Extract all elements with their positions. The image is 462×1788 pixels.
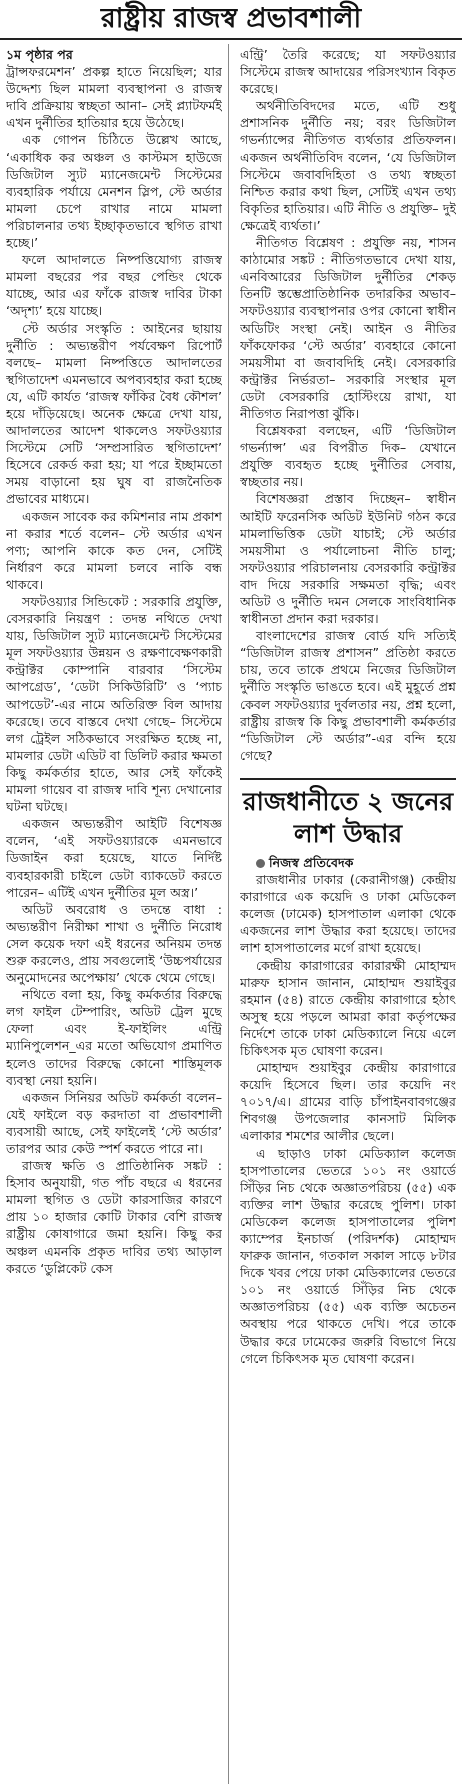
article-paragraph: ট্রান্সফরমেশন’ প্রকল্প হাতে নিয়েছিল; যার উদ্দেশ্য ছিল মামলা ব্যবস্থাপনা ও রাজস্ব দাবি প্রক্রিয়ায় স্বচ্ছতা আনা– সেই প্ল্যাটফর্মই এখন দুর্নীতির হাতিয়ার হয়ে উঠেছে।	[6, 64, 222, 131]
article-paragraph: নথিতে বলা হয়, কিছু কর্মকর্তার বিরুদ্ধে লগ ফাইল টেম্পারিং, অডিট ট্রেল মুছে ফেলা এবং ই-ফাইলিং এন্ট্রি ম্যানিপুলেশন_এর মতো অভিযোগ প্রমাণিত হলেও তাদের বিরুদ্ধে কোনো শাস্তিমূলক ব্যবস্থা নেয়া হয়নি।	[6, 987, 222, 1088]
headline: রাষ্ট্রীয় রাজস্ব প্রভাবশালী	[0, 0, 462, 40]
byline-text: নিজস্ব প্রতিবেদক	[269, 854, 354, 870]
continued-label: ১ম পৃষ্ঠার পর	[6, 47, 73, 62]
article-paragraph: বিশ্লেষকরা বলছেন, এটি ‘ডিজিটাল গভর্ন্যান্স’ এর বিপরীত দিক– যেখানে প্রযুক্তি ব্যবহৃত হচ্ছে দুর্নীতির সেবায়, স্বচ্ছতার নয়।	[240, 423, 456, 490]
article-paragraph: বিশেষজ্ঞরা প্রস্তাব দিচ্ছেন– স্বাধীন আইটি ফরেনসিক অডিট ইউনিট গঠন করে মামলাভিত্তিক ডেটা যাচাই; স্টে অর্ডার সময়সীমা ও পর্যালোচনা নীতি চালু; সফটওয়্যার পরিচালনায় বেসরকারি কন্ট্রাক্টর বাদ দিয়ে সরকারি সক্ষমতা বৃদ্ধি; এবং অডিট ও দুর্নীতি দমন সেলকে সাংবিধানিক স্বাধীনতা প্রদান করা দরকার।	[240, 491, 456, 627]
article-paragraph: এ ছাড়াও ঢাকা মেডিক্যাল কলেজ হাসপাতালের ভেতরে ১০১ নং ওয়ার্ডে সিঁড়ির নিচ থেকে অজ্ঞাতপরিচয় (৫৫) এক ব্যক্তির লাশ উদ্ধার করেছে পুলিশ। ঢাকা মেডিকেল কলেজ হাসপাতালের পুলিশ ক্যাম্পের ইনচার্জ (পরিদর্শক) মোহাম্মদ ফারুক জানান, গতকাল সকাল সাড়ে ৮টার দিকে খবর পেয়ে ঢাকা মেডিক্যালের ভেতরে ১০১ নং ওয়ার্ডে সিঁড়ির নিচ থেকে অজ্ঞাতপরিচয় (৫৫) এক ব্যক্তি অচেতন অবস্থায় পরে থাকতে দেখি। পরে তাকে উদ্ধার করে ঢামেকের জরুরি বিভাগে নিয়ে গেলে চিকিৎসক মৃত ঘোষণা করেন।	[240, 1145, 456, 1366]
article-paragraph: সফটওয়্যার সিন্ডিকেট : সরকারি প্রযুক্তি, বেসরকারি নিয়ন্ত্রণ : তদন্ত নথিতে দেখা যায়, ডিজিটাল স্যুট ম্যানেজমেন্ট সিস্টেমের মূল সফটওয়্যার উন্নয়ন ও রক্ষণাবেক্ষণকারী কন্ট্রাক্টর কোম্পানি বারবার ‘সিস্টেম আপগ্রেড’, ‘ডেটা সিকিউরিটি’ ও ‘প্যাচ আপডেট’-এর নামে অতিরিক্ত বিল আদায় করেছে। তবে বাস্তবে দেখা গেছে– সিস্টেমে লগ ট্রেইল সঠিকভাবে সংরক্ষিত হচ্ছে না, মামলার ডেটা এডিট বা ডিলিট করার ক্ষমতা কিছু কর্মকর্তার হাতে, আর সেই ফাঁকেই মামলা গায়েব বা রাজস্ব দাবি শূন্য দেখানোর ঘটনা ঘটছে।	[6, 594, 222, 815]
article-paragraph: নীতিগত বিশ্লেষণ : প্রযুক্তি নয়, শাসন কাঠামোর সঙ্কট : নীতিগতভাবে দেখা যায়, এনবিআরের ডিজিটাল দুর্নীতির শেকড় তিনটি স্তম্ভেপ্রাতিষ্ঠানিক তদারকির অভাব– সফটওয়্যার ব্যবস্থাপনার ওপর কোনো স্বাধীন অডিটিং সংস্থা নেই। আইন ও নীতির ফাঁকফোকর ‘স্টে অর্ডার’ ব্যবহারে কোনো সময়সীমা বা জবাবদিহি নেই। বেসরকারি কন্ট্রাক্টর নির্ভরতা– সরকারি সংস্থার মূল ডেটা বেসরকারি হোস্টিংয়ে রাখা, যা নীতিগত নিরাপত্তা ঝুঁকি।	[240, 235, 456, 421]
article-paragraph: বাংলাদেশের রাজস্ব বোর্ড যদি সত্যিই “ডিজিটাল রাজস্ব প্রশাসন” প্রতিষ্ঠা করতে চায়, তবে তাকে প্রথমে নিজের ডিজিটাল দুর্নীতি সংস্কৃতি ভাঙতে হবে। এই মুহূর্তে প্রশ্ন কেবল সফটওয়্যার দুর্বলতার নয়, প্রশ্ন হলো, রাষ্ট্রীয় রাজস্ব কি কিছু প্রভাবশালী কর্মকর্তার “ডিজিটাল স্টে অর্ডার”-এর বন্দি হয়ে গেছে?	[240, 628, 456, 763]
article-paragraph: কেন্দ্রীয় কারাগারের কারারক্ষী মোহাম্মদ মারুফ হাসান জানান, মোহাম্মদ শুয়াইবুর রহমান (৫৪) রাতে কেন্দ্রীয় কারাগারে হঠাৎ অসুস্থ হয়ে পড়লে আমরা কারা কর্তৃপক্ষের নির্দেশে তাকে ঢাকা মেডিক্যালে নিয়ে এলে চিকিৎসক মৃত ঘোষণা করেন।	[240, 957, 456, 1058]
article-paragraph: অডিট অবরোধ ও তদন্তে বাধা : অভ্যন্তরীণ নিরীক্ষা শাখা ও দুর্নীতি নিরোধ সেল কয়েক দফা এই ধরনের অনিয়ম তদন্ত শুরু করলেও, প্রায় সবগুলোই ‘উচ্চপর্যায়ের অনুমোদনের অপেক্ষায়’ থেকে থেমে গেছে।	[6, 901, 222, 986]
article-paragraph: এক গোপন চিঠিতে উল্লেখ আছে, ‘একাধিক কর অঞ্চল ও কাস্টমস হাউজে ডিজিটাল স্যুট ম্যানেজমেন্ট সিস্টেমের ব্যবহারিক পর্যায়ে মেনশন স্লিপ, স্টে অর্ডার মামলা চেপে রাখার নামে মামলা পরিচালনার তথ্য ইচ্ছাকৃতভাবে স্থগিত রাখা হচ্ছে।’	[6, 132, 222, 251]
article-paragraph: অর্থনীতিবিদদের মতে, এটি শুধু প্রশাসনিক দুর্নীতি নয়; বরং ডিজিটাল গভর্ন্যান্সের নীতিগত ব্যর্থতার প্রতিফলন। একজন অর্থনীতিবিদ বলেন, ‘যে ডিজিটাল সিস্টেমে জবাবদিহিতা ও তথ্য স্বচ্ছতা নিশ্চিত করার কথা ছিল, সেটিই এখন তথ্য বিকৃতির হাতিয়ার। এটি নীতি ও প্রযুক্তি– দুই ক্ষেত্রেই ব্যর্থতা।’	[240, 98, 456, 233]
article-paragraph: একজন অভ্যন্তরীণ আইটি বিশেষজ্ঞ বলেন, ‘এই সফটওয়্যারকে এমনভাবে ডিজাইন করা হয়েছে, যাতে নির্দিষ্ট ব্যবহারকারী চাইলে ডেটা ব্যাকডেট করতে পারেন– এটিই এখন দুর্নীতির মূল অস্ত্র।’	[6, 816, 222, 900]
left-column	[6, 46, 222, 1782]
sub-headline: রাজধানীতে ২ জনের লাশ উদ্ধার	[240, 778, 456, 850]
column-divider	[228, 44, 229, 1784]
article-paragraph: একজন সাবেক কর কমিশনার নাম প্রকাশ না করার শর্তে বলেন– স্টে অর্ডার এখন পণ্য; আপনি কাকে কত দেন, সেটিই নির্ধারণ করে মামলা চলবে নাকি বন্ধ থাকবে।	[6, 508, 222, 592]
article-paragraph: এন্ট্রি’ তৈরি করেছে; যা সফটওয়্যার সিস্টেমে রাজস্ব আদায়ের পরিসংখ্যান বিকৃত করেছে।	[240, 47, 456, 97]
bullet-icon	[256, 859, 265, 868]
article-paragraph: রাজধানীর ঢাকার (কেরানীগঞ্জ) কেন্দ্রীয় কারাগারে এক কয়েদি ও ঢাকা মেডিকেল কলেজ (ঢামেক) হাসপাতাল এলাকা থেকে একজনের লাশ উদ্ধার করা হয়েছে। তাদের লাশ হাসপাতালের মর্গে রাখা হয়েছে।	[240, 872, 456, 956]
article-paragraph: রাজস্ব ক্ষতি ও প্রাতিষ্ঠানিক সঙ্কট : হিসাব অনুযায়ী, গত পাঁচ বছরে এ ধরনের মামলা স্থগিত ও ডেটা কারসাজির কারণে প্রায় ১০ হাজার কোটি টাকার বেশি রাজস্ব রাষ্ট্রীয় কোষাগারে জমা হয়নি। কিছু কর অঞ্চল এমনকি প্রকৃত দাবির তথ্য আড়াল করতে ‘ডুপ্লিকেট কেস	[6, 1158, 222, 1276]
article-paragraph: মোহাম্মদ শুয়াইবুর কেন্দ্রীয় কারাগারে কয়েদি হিসেবে ছিল। তার কয়েদি নং ৭০১৭/এ। গ্রামের বাড়ি চাঁপাইনবাবগঞ্জের শিবগঞ্জ উপজেলার কানসাট মিলিক এলাকার শমশের আলীর ছেলে।	[240, 1060, 456, 1144]
byline	[240, 854, 456, 871]
article-paragraph: স্টে অর্ডার সংস্কৃতি : আইনের ছায়ায় দুর্নীতি : অভ্যন্তরীণ পর্যবেক্ষণ রিপোর্ট বলছে– মামলা নিষ্পত্তিতে আদালতের স্থগিতাদেশ এমনভাবে অপব্যবহার করা হচ্ছে যে, এটি কার্যত ‘রাজস্ব ফাঁকির বৈধ কৌশল’ হয়ে দাঁড়িয়েছে। অনেক ক্ষেত্রে দেখা যায়, আদালতের আদেশ থাকলেও সফটওয়্যার সিস্টেমে সেটি ‘সম্প্রসারিত স্থগিতাদেশ’ হিসেবে রেকর্ড করা হয়; যা পরে ইচ্ছামতো সময় বাড়ানো হয় ঘুষ বা রাজনৈতিক প্রভাবের মাধ্যমে।	[6, 320, 222, 507]
article-paragraph: একজন সিনিয়র অডিট কর্মকর্তা বলেন– যেই ফাইলে বড় করদাতা বা প্রভাবশালী ব্যবসায়ী আছে, সেই ফাইলেই ‘স্টে অর্ডার’ তারপর আর কেউ স্পর্শ করতে পারে না।	[6, 1089, 222, 1156]
article-paragraph: ফলে আদালতে নিষ্পত্তিযোগ্য রাজস্ব মামলা বছরের পর বছর পেন্ডিং থেকে যাচ্ছে, আর এর ফাঁকে রাজস্ব দাবির টাকা ‘অদৃশ্য’ হয়ে যাচ্ছে।	[6, 252, 222, 319]
right-column	[240, 46, 456, 1782]
